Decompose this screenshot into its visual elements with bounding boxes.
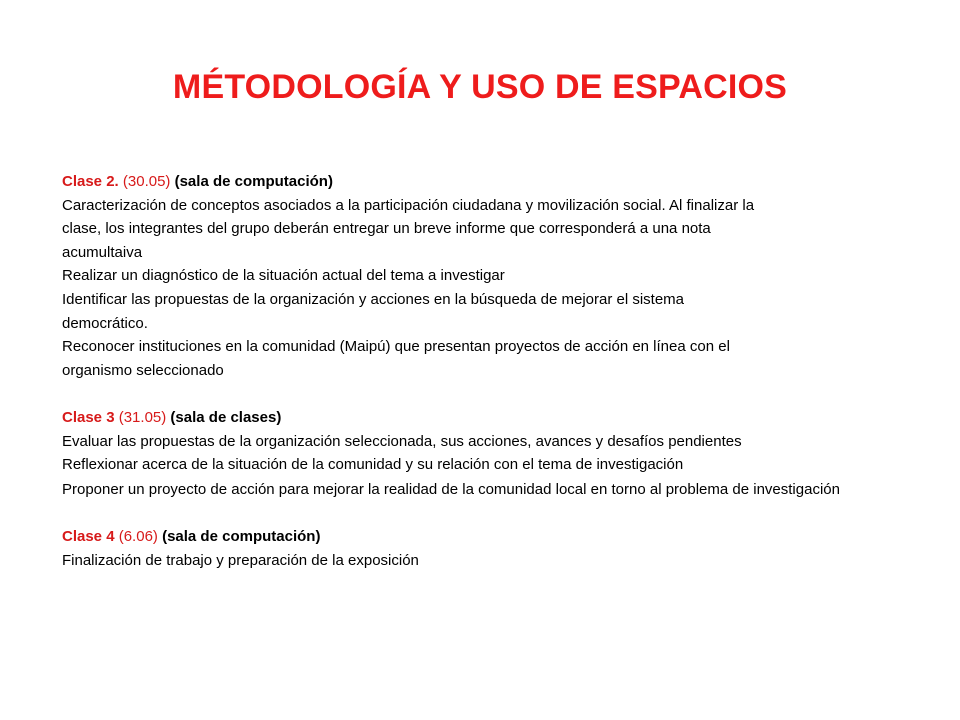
body-line: Finalización de trabajo y preparación de la exposición <box>62 551 419 569</box>
section-heading-clase-2 <box>62 170 922 194</box>
section-spacer <box>62 502 922 526</box>
slide-title: MÉTODOLOGÍA Y USO DE ESPACIOS <box>172 68 788 106</box>
body-line: Caracterización de conceptos asociados a la participación ciudadana y movilización social. Al finalizar la <box>62 196 755 214</box>
body-line: Realizar un diagnóstico de la situación actual del tema a investigar <box>62 267 505 285</box>
section-label: Clase 4 <box>62 528 115 546</box>
section-date: (6.06) <box>118 528 158 546</box>
section-label: Clase 2. <box>62 173 119 190</box>
section-room: (sala de computación) <box>162 528 321 546</box>
section-date: (31.05) <box>118 408 167 426</box>
body-line: Proponer un proyecto de acción para mejorar la realidad de la comunidad local en torno al problema de investigación <box>62 480 840 498</box>
slide-body <box>62 170 922 573</box>
body-line: Reflexionar acerca de la situación de la comunidad y su relación con el tema de investigación <box>62 456 684 474</box>
body-line: Reconocer instituciones en la comunidad (Maipú) que presentan proyectos de acción en línea con el <box>62 338 730 356</box>
section-label: Clase 3 <box>62 408 115 426</box>
body-line: Evaluar las propuestas de la organización seleccionada, sus acciones, avances y desafíos pendientes <box>62 432 742 450</box>
body-line: clase, los integrantes del grupo deberán entregar un breve informe que corresponderá a una nota <box>62 220 711 238</box>
section-room: (sala de computación) <box>174 173 333 190</box>
section-room: (sala de clases) <box>170 408 282 426</box>
body-line: organismo seleccionado <box>62 361 224 379</box>
body-line: acumultaiva <box>62 243 143 261</box>
section-spacer <box>62 382 922 406</box>
section-date: (30.05) <box>122 173 171 190</box>
body-line: democrático. <box>62 314 148 332</box>
section-heading-clase-3 <box>62 406 922 430</box>
body-line: Identificar las propuestas de la organización y acciones en la búsqueda de mejorar el sistema <box>62 290 685 308</box>
section-heading-clase-4 <box>62 525 922 549</box>
